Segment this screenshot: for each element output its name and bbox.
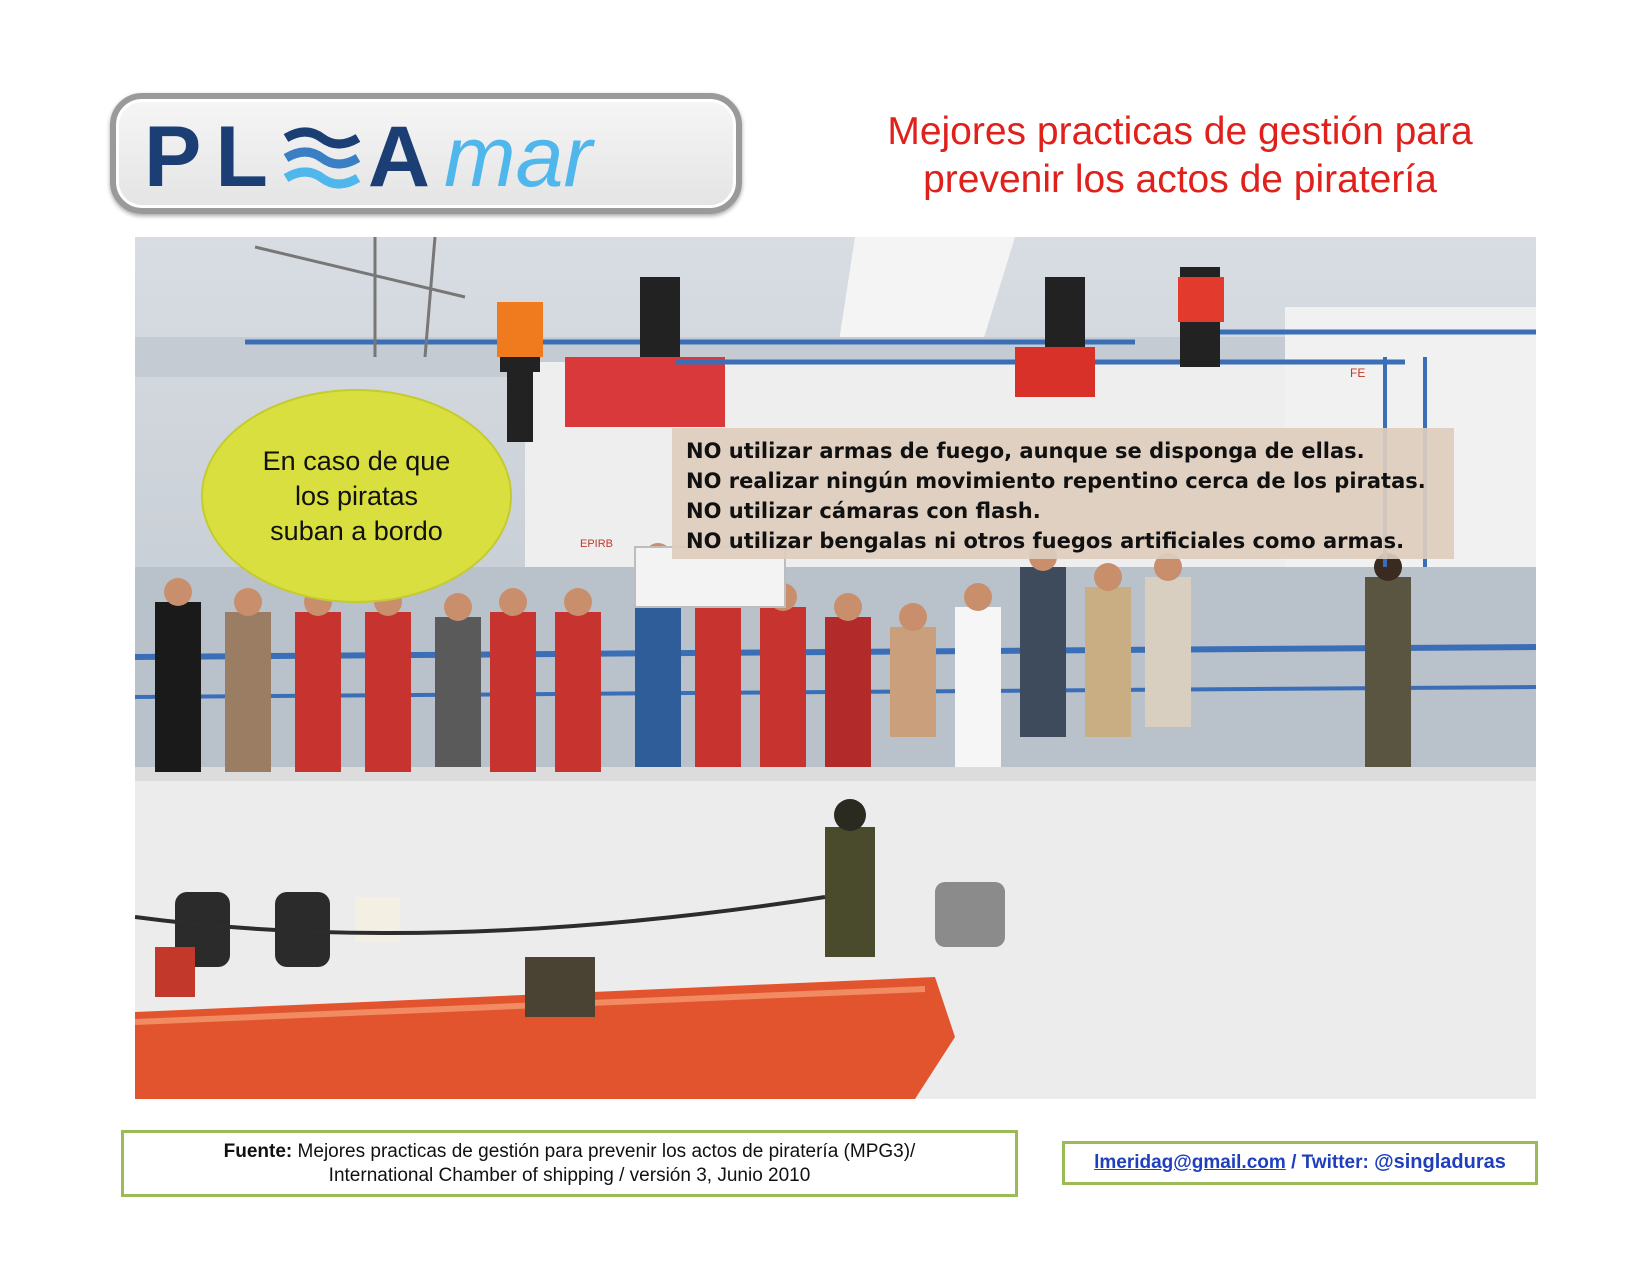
callout-bubble [201,389,512,603]
logo-wordmark [144,107,592,207]
twitter-handle[interactable]: @singladuras [1374,1151,1506,1173]
source-line-1 [124,1140,1015,1164]
title-line-2: prevenir los actos de piratería [923,158,1437,201]
rule-item: NO utilizar cámaras con flash. [686,499,1041,523]
callout-text: En caso de que los piratas suban a bordo [262,445,451,546]
contact-separator: / [1291,1152,1297,1173]
ship-label-fe: FE [1350,366,1366,380]
wave-lines-icon [282,122,360,192]
ship-label-epirb: EPIRB [580,538,614,550]
logo-text-a: A [367,109,445,205]
rules-box [672,428,1454,559]
email-link[interactable]: lmeridag@gmail.com [1094,1152,1286,1173]
page-title [800,108,1560,204]
logo-text-mar: mar [444,109,593,205]
ship-illustration [135,237,1536,1099]
source-line-2: International Chamber of shipping / versión 3, Junio 2010 [328,1165,811,1186]
source-text-1: Mejores practicas de gestión para prevenir los actos de piratería (MPG3)/ [297,1141,916,1162]
rule-item: NO realizar ningún movimiento repentino cerca de los piratas. [686,469,1426,493]
source-box [121,1130,1018,1197]
source-label: Fuente: [223,1141,293,1162]
logo-text-pl: PL [144,109,282,205]
pleamar-logo [110,93,742,214]
twitter-label: Twitter: [1301,1152,1369,1173]
title-line-1: Mejores practicas de gestión para [887,110,1473,153]
ship-photo [135,237,1536,1099]
rule-item: NO utilizar armas de fuego, aunque se disponga de ellas. [686,439,1365,463]
contact-box [1062,1141,1538,1185]
rule-item: NO utilizar bengalas ni otros fuegos artificiales como armas. [686,529,1405,553]
